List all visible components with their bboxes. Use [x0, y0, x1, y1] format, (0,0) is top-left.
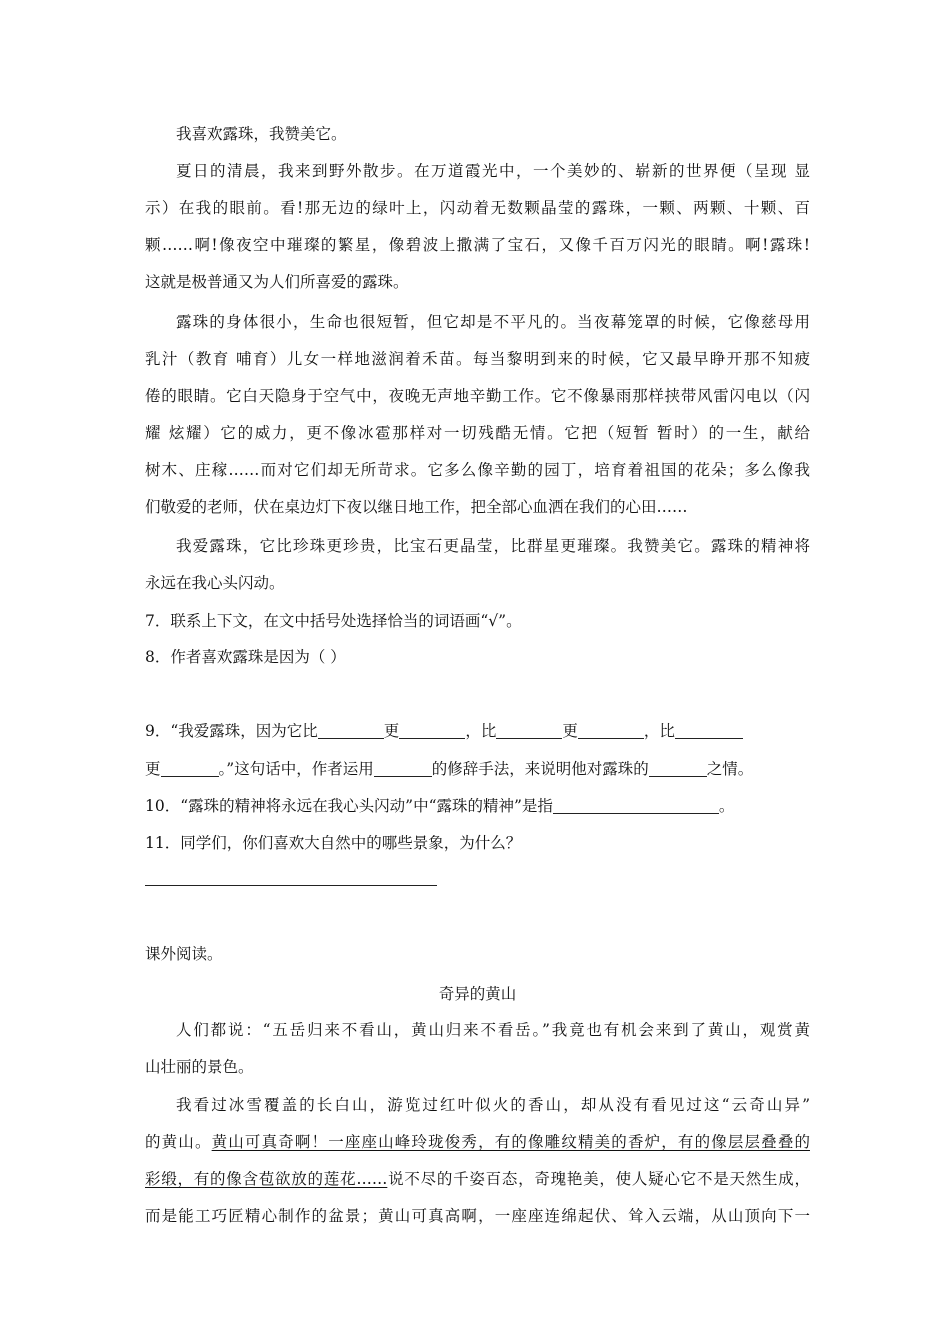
- q11-answer-line[interactable]: [145, 885, 437, 886]
- q9-blank-6[interactable]: [161, 760, 219, 777]
- q9-blank-8[interactable]: [649, 760, 707, 777]
- p2-line-4: 这就是极普通又为人们所喜爱的露珠。: [145, 273, 409, 291]
- q9-text-2: 更: [383, 722, 400, 740]
- q10-end: 。: [718, 797, 735, 815]
- p2-line-2: 示）在我的眼前。看!那无边的绿叶上，闪动着无数颗晶莹的露珠，一颗、两颗、十颗、百: [145, 199, 810, 217]
- q9-blank-5[interactable]: [675, 722, 743, 739]
- question-11: 11．同学们，你们喜欢大自然中的哪些景象，为什么？: [145, 834, 522, 852]
- q9-text-5: ，比: [643, 722, 675, 740]
- passage-title: 奇异的黄山: [438, 985, 517, 1003]
- p4-line-2: 永远在我心头闪动。: [145, 574, 285, 592]
- question-10: [145, 796, 810, 816]
- p3-line-3: 倦的眼睛。它白天隐身于空气中，夜晚无声地辛勤工作。它不像暴雨那样挟带风雷闪电以（闪: [145, 387, 810, 405]
- q9-blank-2[interactable]: [399, 722, 465, 739]
- hs-p2-line-3: [145, 1169, 810, 1189]
- q9-text-7: 。”这句话中，作者运用: [218, 760, 374, 778]
- q9-blank-3[interactable]: [496, 722, 562, 739]
- hs-p2-line-4: 而是能工巧匠精心制作的盆景；黄山可真高啊，一座座连绵起伏、耸入云端，从山顶向下一: [145, 1207, 810, 1225]
- p3-line-6: 们敬爱的老师，伏在桌边灯下夜以继日地工作，把全部心血洒在我们的心田……: [145, 498, 688, 516]
- p2-line-1: 夏日的清晨，我来到野外散步。在万道霞光中，一个美妙的、崭新的世界便（呈现 显: [176, 162, 810, 180]
- hs-p1-line-2: 山壮丽的景色。: [145, 1058, 254, 1076]
- hs-p2-line-2-underlined: 黄山可真奇啊！一座座山峰玲珑俊秀，有的像雕纹精美的香炉，有的像层层叠叠的: [211, 1133, 810, 1151]
- q10-blank[interactable]: [553, 797, 719, 814]
- p3-line-1: 露珠的身体很小，生命也很短暂，但它却是不平凡的。当夜幕笼罩的时候，它像慈母用: [176, 313, 810, 331]
- p3-line-5: 树木、庄稼……而对它们却无所苛求。它多么像辛勤的园丁，培育着祖国的花朵；多么像我: [145, 461, 810, 479]
- p2-line-3: 颗……啊!像夜空中璀璨的繁星，像碧波上撒满了宝石，又像千百万闪光的眼睛。啊!露珠!: [145, 236, 810, 254]
- question-9-line-1: [145, 721, 810, 741]
- hs-p2-line-3-plain: 说不尽的千姿百态，奇瑰艳美，使人疑心它不是天然生成，: [387, 1170, 810, 1188]
- p4-line-1: 我爱露珠，它比珍珠更珍贵，比宝石更晶莹，比群星更璀璨。我赞美它。露珠的精神将: [176, 537, 810, 555]
- q10-text: 10．“露珠的精神将永远在我心头闪动”中“露珠的精神”是指: [145, 797, 553, 815]
- q9-text-4: 更: [562, 722, 578, 740]
- p3-line-4: 耀 炫耀）它的威力，更不像冰雹那样对一切残酷无情。它把（短暂 暂时）的一生，献给: [145, 424, 810, 442]
- hs-p2-line-1: 我看过冰雪覆盖的长白山，游览过红叶似火的香山，却从没有看见过这“云奇山异”: [176, 1096, 810, 1114]
- question-8: 8．作者喜欢露珠是因为（ ）: [145, 648, 346, 666]
- q9-text-1: 9．“我爱露珠，因为它比: [145, 722, 318, 740]
- hs-p1-line-1: 人们都说：“五岳归来不看山，黄山归来不看岳。”我竟也有机会来到了黄山，观赏黄: [176, 1021, 810, 1039]
- q9-text-9: 之情。: [706, 760, 754, 778]
- p3-line-2: 乳汁（教育 哺育）儿女一样地滋润着禾苗。每当黎明到来的时候，它又最早睁开那不知疲: [145, 350, 810, 368]
- q9-text-6: 更: [145, 760, 161, 778]
- q9-blank-4[interactable]: [578, 722, 644, 739]
- hs-p2-line-2: [145, 1132, 810, 1152]
- q9-blank-1[interactable]: [318, 722, 384, 739]
- hs-p2-line-2-plain: 的黄山。: [145, 1133, 212, 1151]
- q9-text-3: ，比: [465, 722, 497, 740]
- question-9-line-2: [145, 759, 810, 779]
- q9-text-8: 的修辞手法，来说明他对露珠的: [431, 760, 649, 778]
- section-heading: 课外阅读。: [145, 945, 223, 963]
- question-7: 7．联系上下文，在文中括号处选择恰当的词语画“√”。: [145, 612, 522, 630]
- hs-p2-line-3-underlined: 彩缎，有的像含苞欲放的莲花……: [145, 1170, 388, 1188]
- q9-blank-7[interactable]: [374, 760, 432, 777]
- p1-line-1: 我喜欢露珠，我赞美它。: [176, 125, 347, 143]
